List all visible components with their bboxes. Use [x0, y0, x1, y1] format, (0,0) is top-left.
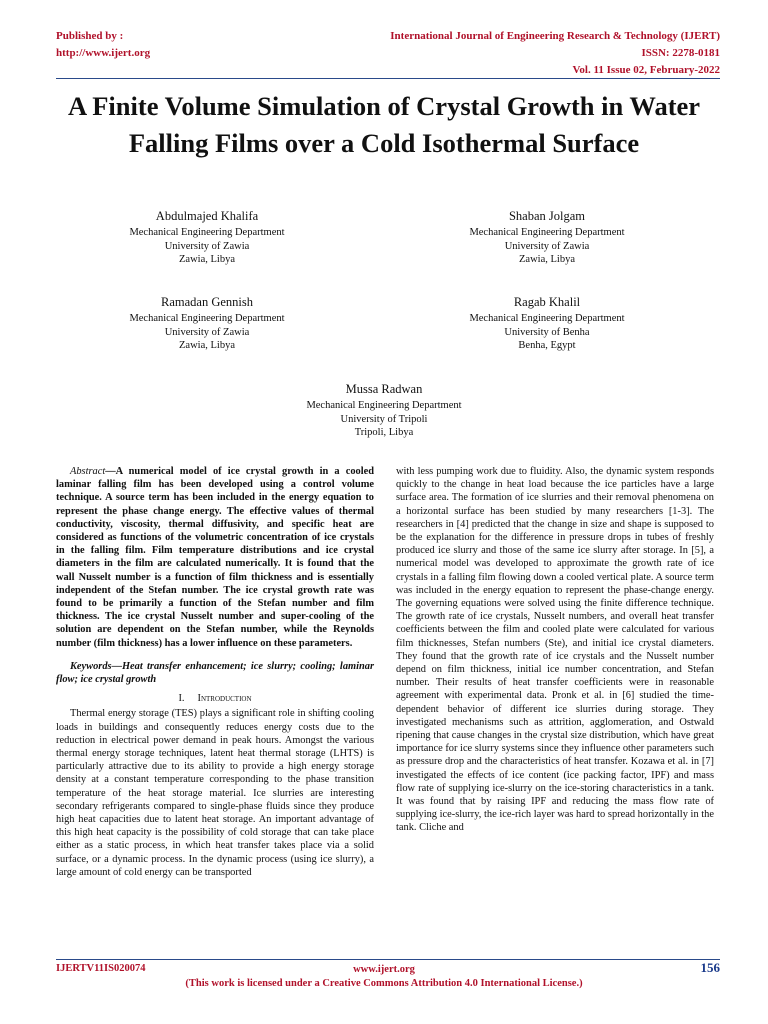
publisher-url-link[interactable]: http://www.ijert.org: [56, 47, 151, 59]
paper-title: A Finite Volume Simulation of Crystal Growth in Water Falling Films over a Cold Isothermal Surface: [67, 91, 701, 158]
abstract-label: Abstract: [70, 466, 106, 477]
author-name: Ramadan Gennish: [161, 295, 253, 309]
author-block-5: [254, 380, 514, 440]
author-block-2: [417, 207, 677, 267]
publisher-info: [56, 28, 150, 62]
author-dept: Mechanical Engineering Department: [469, 313, 625, 324]
author-location: Benha, Egypt: [518, 340, 576, 351]
author-univ: University of Benha: [504, 326, 590, 338]
author-block-3: [77, 293, 337, 353]
author-block-1: [77, 207, 337, 267]
page-number: 156: [700, 960, 720, 975]
author-name: Ragab Khalil: [513, 295, 581, 309]
author-univ: University of Zawia: [164, 240, 250, 252]
header-divider: [56, 78, 720, 79]
journal-info: [390, 28, 720, 79]
right-column: [396, 465, 714, 835]
author-dept: Mechanical Engineering Department: [129, 313, 285, 324]
author-name: Mussa Radwan: [345, 382, 423, 396]
abstract-text: —A numerical model of ice crystal growth in a cooled laminar falling film has been developed using a control volume technique. A source term has been included in the energy equation to represent the phase change energy. The effective values of thermal conductivity, viscosity, thermal diffusivity, and specific heat are considered as functions of the volumetric concentration of ice crystals in the falling film. Film temperature distributions and ice crystal diameters in the film are calculated numerically. It is found that the wall Nusselt number is a function of film thickness and is essentially independent of the Stefan number. The ice crystal growth rate was found to be primarily a function of the Stefan number and film thickness. The ice crystal Nusselt number and super-cooling of the solution are dependent on the Stefan number, while the Reynolds number (film thickness) has a lower influence on these parameters.: [56, 466, 374, 649]
author-location: Zawia, Libya: [179, 254, 235, 265]
keywords-label: Keywords: [70, 660, 112, 672]
author-dept: Mechanical Engineering Department: [469, 227, 625, 238]
volume-issue: Vol. 11 Issue 02, February-2022: [572, 64, 720, 76]
author-univ: University of Tripoli: [340, 413, 428, 425]
author-location: Tripoli, Libya: [354, 427, 414, 438]
footer-divider: [56, 959, 720, 960]
body-paragraph: with less pumping work due to fluidity. Also, the dynamic system responds quickly to the change in heat load because the ice particles have a large surface area. The formation of ice slurries and their removal phenomena on a horizontal surface has been studied by many researchers [1-3]. The researchers in [4] predicted that the change in size and shape is supposed to be the explanation for the difference in pressure drops in tubes of freshly produced ice slurry and those of the same ice slurry after storage. In [5], a numerical model was developed to approximate the growth rate of ice crystals in a falling film flowing down a cooled vertical plate. A source term was included in the energy equation to represent the phase-change energy. The governing equations were solved using the finite difference technique. The growth rate of ice crystals, Nusselt numbers, and overall heat transfer coefficients between the film and cooled plate were calculated for various film thicknesses, Stefan numbers (Ste), and initial ice crystal diameters. They found that the growth rate of ice crystals and the Nusselt number depend on film thickness, initial ice number concentration, and Stefan number. Their results of heat transfer coefficients were in reasonable agreement with experimental data. Pronk et al. in [6] studied the time-dependent behavior of different ice slurries during storage. They investigated mechanisms such as attrition, agglomeration, and Ostwald ripening that cause changes in the crystal size distribution, which have great importance for ice slurry systems since they influence other parameters such as pressure drop and the characteristics of heat transfer. Kozawa et al. in [7] investigated the effects of ice content (ice packing factor, IPF) and mass flow rate of supplying ice-slurry on the ice-storing characteristics in a tank. It was found that by raising IPF and reducing the mass flow rate of supplying ice-slurry, the ice-rich layer was hard to spread horizontally in the tank. Cliche and: [396, 466, 714, 834]
author-name: Shaban Jolgam: [508, 209, 586, 223]
author-location: Zawia, Libya: [519, 254, 575, 265]
keywords-text: —Heat transfer enhancement; ice slurry; cooling; laminar flow; ice crystal growth: [56, 660, 374, 686]
section-title: Introduction: [197, 693, 252, 705]
author-dept: Mechanical Engineering Department: [129, 227, 285, 238]
abstract: [56, 465, 374, 650]
footer-site-link[interactable]: www.ijert.org: [353, 964, 415, 975]
author-name: Abdulmajed Khalifa: [155, 209, 259, 223]
section-heading: [56, 692, 374, 705]
author-dept: Mechanical Engineering Department: [306, 400, 462, 411]
published-by-label: Published by :: [56, 30, 124, 42]
section-number: I.: [178, 693, 185, 705]
author-univ: University of Zawia: [164, 326, 250, 338]
author-location: Zawia, Libya: [179, 340, 235, 351]
license-notice: (This work is licensed under a Creative Commons Attribution 4.0 International License.): [185, 978, 583, 989]
author-univ: University of Zawia: [504, 240, 590, 252]
journal-name: International Journal of Engineering Research & Technology (IJERT): [390, 30, 720, 42]
left-column: [56, 465, 374, 879]
intro-paragraph: Thermal energy storage (TES) plays a significant role in shifting cooling loads in buildings and consequently reduces energy costs due to the reduction in electrical power demand in peak hours. Amongst the various thermal energy storage techniques, latent heat thermal storage (LHTS) is particularly attractive due to its ability to provide a high energy storage density at a constant temperature corresponding to the phase transition temperature of the heat storage material. Ice slurries are interesting secondary refrigerants compared to single-phase fluids since they produce high heat capacities due to latent heat storage. An important advantage of this high heat capacity is the possibility of cold storage that can take place either as a static process, in which heat transfer takes place via a solid surface, or a dynamic process. In the dynamic process (using ice slurry), a large amount of cold energy can be transported: [56, 708, 374, 878]
issn: ISSN: 2278-0181: [641, 47, 720, 59]
paper-id: IJERTV11IS020074: [56, 963, 146, 974]
footer-center: [0, 963, 768, 991]
author-block-4: [417, 293, 677, 353]
keywords: [56, 660, 374, 686]
